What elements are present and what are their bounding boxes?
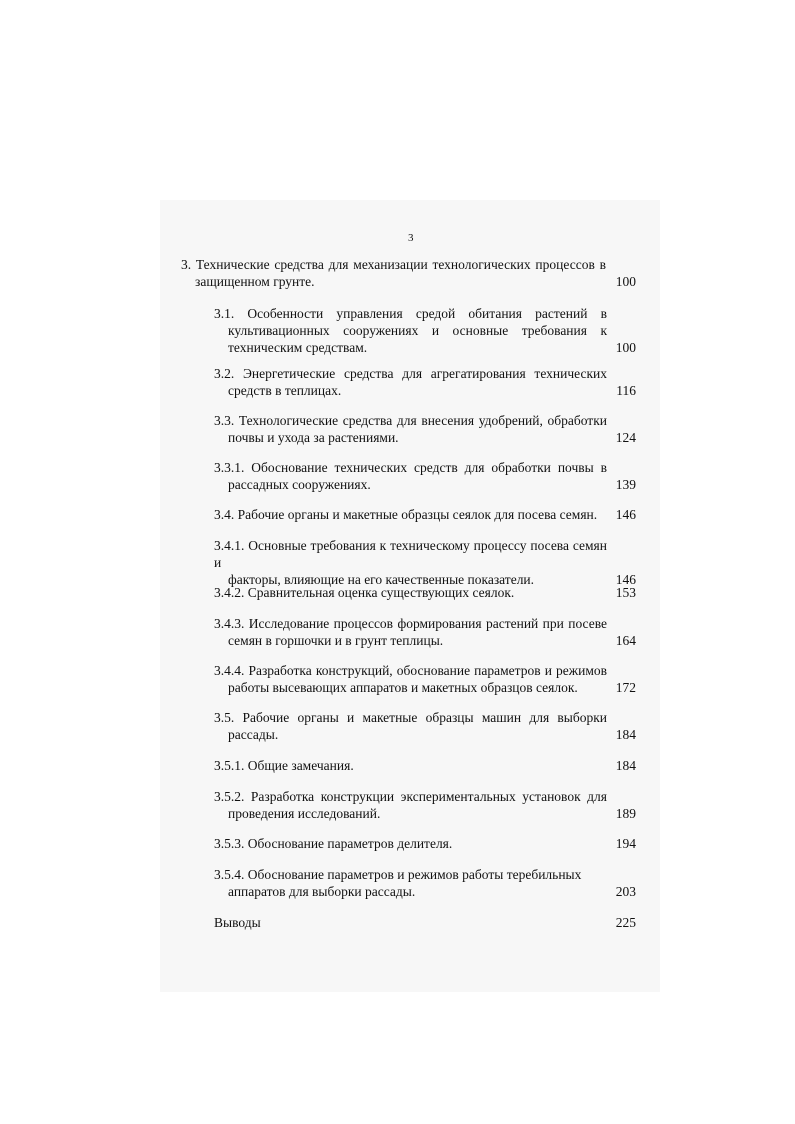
toc-entry-text-line: работы высевающих аппаратов и макетных образцов сеялок. [228, 680, 578, 695]
toc-entry-3-5-2 [214, 788, 636, 822]
toc-entry-text-line: 3.3. Технологические средства для внесения удобрений, обработки [214, 413, 607, 428]
toc-entry-text-line: рассадных сооружениях. [228, 477, 371, 492]
toc-entry-page: 225 [615, 915, 636, 930]
toc-entry-text-line: проведения исследований. [228, 806, 381, 821]
toc-entry-3-1 [214, 305, 636, 356]
toc-entry-text-line: почвы и ухода за растениями. [228, 430, 399, 445]
toc-entry-text-line: культивационных сооружениях и основные требования к [228, 323, 607, 338]
toc-entry-3-5-1 [214, 757, 636, 774]
toc-entry-text-line: 3.3.1. Обоснование технических средств для обработки почвы в [214, 460, 607, 475]
toc-entry-page: 100 [615, 274, 636, 289]
toc-entry-3-4-4 [214, 662, 636, 696]
toc-entry-page: 146 [615, 507, 636, 522]
toc-entry-3-3 [214, 412, 636, 446]
toc-entry-3-5-4 [214, 866, 636, 900]
toc-entry-page: 203 [615, 884, 636, 899]
toc-entry-page: 189 [615, 806, 636, 821]
toc-entry-page: 164 [615, 633, 636, 648]
toc-entry-3-4 [214, 506, 636, 523]
toc-entry-page: 124 [615, 430, 636, 445]
toc-entry-conclusions [214, 914, 636, 931]
toc-entry-text-line: средств в теплицах. [228, 383, 342, 398]
toc-entry-text-line: рассады. [228, 727, 279, 742]
toc-entry-page: 153 [615, 585, 636, 600]
toc-entry-text-line: 3.4.2. Сравнительная оценка существующих сеялок. [214, 585, 515, 600]
toc-entry-text-line: 3.1. Особенности управления средой обитания растений в [214, 306, 607, 321]
toc-entry-text-line: 3.4. Рабочие органы и макетные образцы сеялок для посева семян. [214, 507, 598, 522]
toc-entry-page: 116 [616, 383, 636, 398]
toc-entry-3-3-1 [214, 459, 636, 493]
toc-entry-text-line: 3.5. Рабочие органы и макетные образцы машин для выборки [214, 710, 607, 725]
toc-entry-3-5-3 [214, 835, 636, 852]
toc-entry-text-line: аппаратов для выборки рассады. [228, 884, 416, 899]
toc-entry-3-4-3 [214, 615, 636, 649]
toc-entry-page: 172 [615, 680, 636, 695]
toc-entry-text-line: техническим средствам. [228, 340, 368, 355]
toc-entry-3-4-2 [214, 584, 636, 601]
toc-entry-page: 146 [615, 572, 636, 587]
toc-entry-text-line: 3.2. Энергетические средства для агрегатирования технических [214, 366, 607, 381]
toc-entry-text-line: Выводы [214, 915, 261, 930]
toc-entry-chapter-3 [181, 256, 636, 290]
toc-entry-page: 139 [615, 477, 636, 492]
page-number: 3 [408, 232, 414, 244]
toc-entry-page: 194 [615, 836, 636, 851]
toc-entry-text-line: 3.4.1. Основные требования к техническому процессу посева семян и [214, 538, 607, 570]
toc-entry-3-4-1 [214, 537, 636, 588]
toc-entry-text-line: 3.5.2. Разработка конструкции экспериментальных установок для [214, 789, 607, 804]
toc-entry-text-line: защищенном грунте. [195, 274, 315, 289]
toc-entry-text-line: 3.5.3. Обоснование параметров делителя. [214, 836, 453, 851]
toc-entry-text-line: 3.4.4. Разработка конструкций, обоснование параметров и режимов [214, 663, 607, 678]
toc-entry-text-line: семян в горшочки и в грунт теплицы. [228, 633, 444, 648]
toc-entry-text-line: 3.5.4. Обоснование параметров и режимов работы теребильных [214, 867, 582, 882]
toc-entry-page: 100 [615, 340, 636, 355]
toc-entry-text-line: 3.5.1. Общие замечания. [214, 758, 354, 773]
toc-entry-text-line: факторы, влияющие на его качественные показатели. [228, 572, 535, 587]
toc-entry-page: 184 [615, 758, 636, 773]
toc-entry-3-5 [214, 709, 636, 743]
toc-entry-page: 184 [615, 727, 636, 742]
toc-entry-3-2 [214, 365, 636, 399]
toc-entry-text-line: 3.4.3. Исследование процессов формирования растений при посеве [214, 616, 607, 631]
toc-entry-text-line: 3. Технические средства для механизации технологических процессов в [181, 257, 606, 272]
